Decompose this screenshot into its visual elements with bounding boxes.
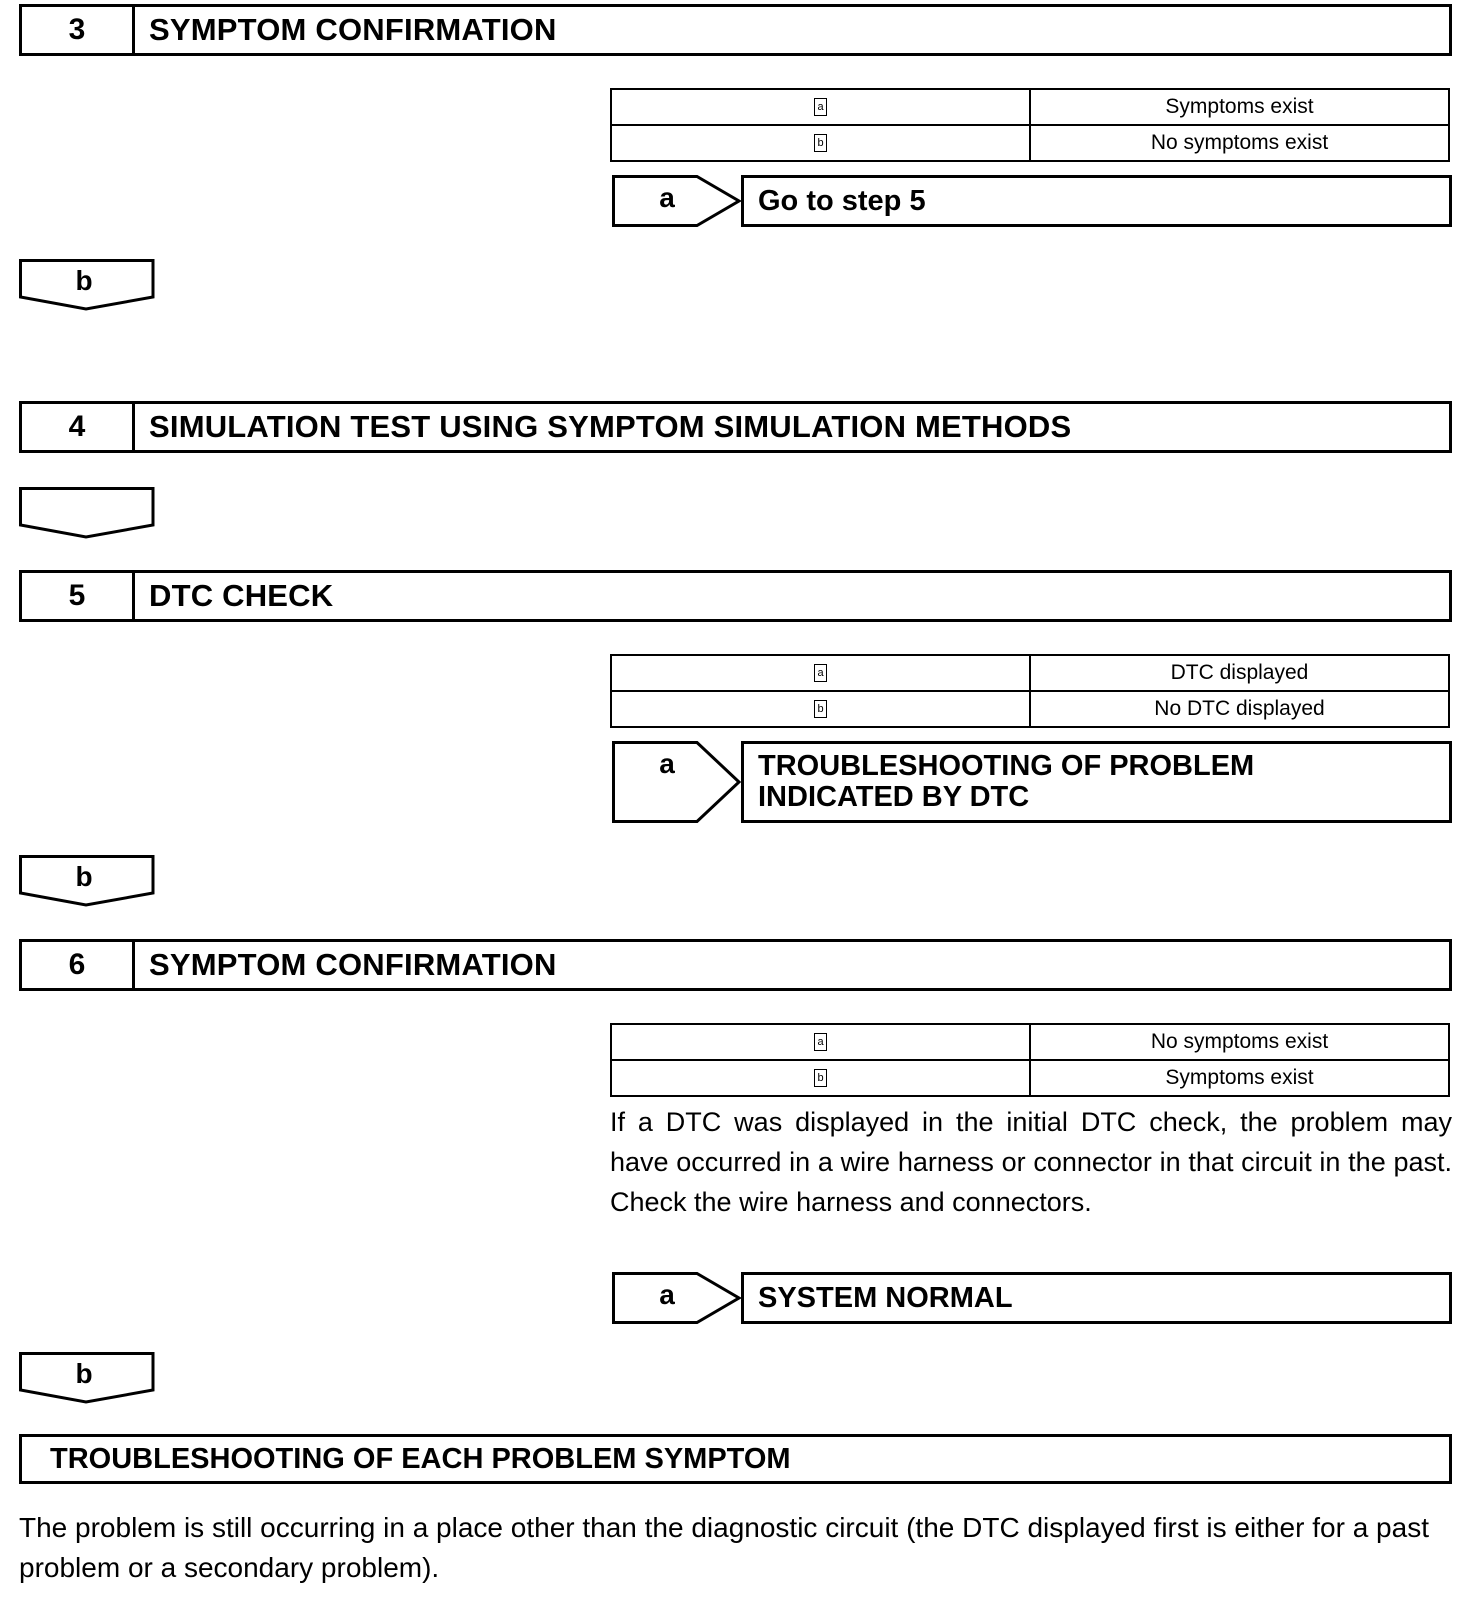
- result-mark: b: [814, 134, 827, 152]
- result-row: [611, 655, 1449, 691]
- branch-label: a: [659, 1279, 675, 1310]
- branch-label: b: [75, 861, 93, 892]
- result-row: [611, 1024, 1449, 1060]
- branch-b-arrow: [19, 1352, 155, 1406]
- result-text: No symptoms exist: [1030, 1024, 1449, 1060]
- step-number: 6: [22, 942, 135, 988]
- result-text: DTC displayed: [1030, 655, 1449, 691]
- branch-b-arrow: [19, 855, 155, 909]
- step-6-note: If a DTC was displayed in the initial DTC check, the problem may have occurred in a wire harness or connector in that circuit in the past. Check the wire harness and connectors.: [610, 1107, 1452, 1217]
- step-title: SYMPTOM CONFIRMATION: [149, 12, 557, 47]
- branch-b-arrow: [19, 259, 155, 313]
- step-3-a-target: Go to step 5: [741, 175, 1452, 227]
- branch-a-arrow: [612, 741, 742, 823]
- down-arrow-icon: [19, 487, 155, 541]
- branch-a-arrow: [612, 175, 742, 227]
- step-6-a-target: SYSTEM NORMAL: [741, 1272, 1452, 1324]
- step-5-header: [19, 570, 1452, 622]
- step-number: 3: [22, 7, 135, 53]
- final-description: The problem is still occurring in a place other than the diagnostic circuit (the DTC displayed first is either for a past problem or a secondary problem).: [19, 1512, 1429, 1583]
- step-title: SIMULATION TEST USING SYMPTOM SIMULATION METHODS: [149, 409, 1072, 444]
- target-line: TROUBLESHOOTING OF PROBLEM: [758, 750, 1255, 782]
- target-line: INDICATED BY DTC: [758, 781, 1030, 813]
- result-mark: a: [814, 664, 827, 682]
- branch-label: a: [659, 748, 675, 779]
- branch-label: b: [75, 265, 93, 296]
- result-mark-cell: [611, 655, 1030, 691]
- result-mark-cell: [611, 1060, 1030, 1096]
- step-number: 4: [22, 404, 135, 450]
- step-5-a-target: [741, 741, 1452, 823]
- result-mark: a: [814, 1033, 827, 1051]
- result-row: [611, 691, 1449, 727]
- result-row: [611, 1060, 1449, 1096]
- step-3-result-table: [610, 88, 1450, 162]
- result-mark-cell: [611, 1024, 1030, 1060]
- result-mark: b: [814, 1069, 827, 1087]
- step-title: DTC CHECK: [149, 578, 334, 613]
- step-6-result-table: [610, 1023, 1450, 1097]
- step-6-header: [19, 939, 1452, 991]
- step-5-result-table: [610, 654, 1450, 728]
- branch-label: a: [659, 182, 675, 213]
- result-text: No DTC displayed: [1030, 691, 1449, 727]
- step-3-header: [19, 4, 1452, 56]
- step-number: 5: [22, 573, 135, 619]
- branch-a-arrow: [612, 1272, 742, 1324]
- result-text: No symptoms exist: [1030, 125, 1449, 161]
- branch-label: b: [75, 1358, 93, 1389]
- result-mark-cell: [611, 89, 1030, 125]
- result-row: [611, 89, 1449, 125]
- step-4-header: [19, 401, 1452, 453]
- result-mark-cell: [611, 691, 1030, 727]
- result-text: Symptoms exist: [1030, 89, 1449, 125]
- result-mark-cell: [611, 125, 1030, 161]
- result-mark: b: [814, 700, 827, 718]
- step-title: SYMPTOM CONFIRMATION: [149, 947, 557, 982]
- continue-arrow: [19, 487, 155, 541]
- final-heading: TROUBLESHOOTING OF EACH PROBLEM SYMPTOM: [19, 1434, 1452, 1484]
- result-mark: a: [814, 98, 827, 116]
- result-text: Symptoms exist: [1030, 1060, 1449, 1096]
- result-row: [611, 125, 1449, 161]
